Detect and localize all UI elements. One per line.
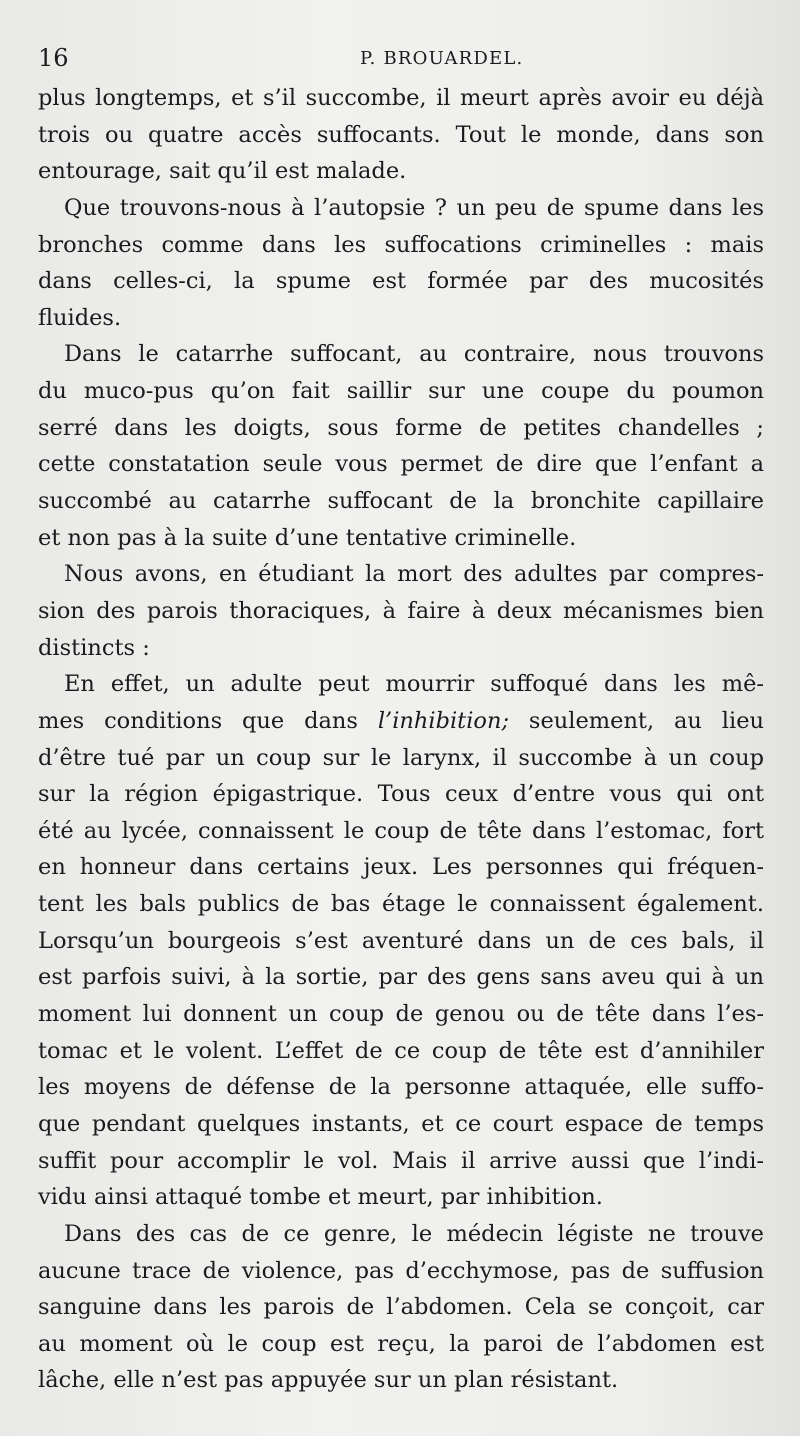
- line-text: Lorsqu’un bourgeois s’est aventuré dans un de ces bals, il: [38, 927, 764, 954]
- text-line: [38, 1179, 764, 1216]
- paragraph: [38, 80, 764, 190]
- text-line: [38, 336, 764, 373]
- text-line: [38, 740, 764, 777]
- italic-term: l’inhibition;: [377, 707, 510, 734]
- line-text: Dans le catarrhe suffocant, au contraire, nous trouvons: [64, 341, 764, 368]
- line-text: en honneur dans certains jeux. Les personnes qui fréquen-: [38, 854, 764, 881]
- text-line: [38, 703, 764, 740]
- text-line: [38, 886, 764, 923]
- paragraph: [38, 190, 764, 337]
- text-line: [38, 300, 764, 337]
- line-text: En effet, un adulte peut mourrir suffoqué dans les mê-: [64, 671, 764, 698]
- text-line: [38, 849, 764, 886]
- line-text: est parfois suivi, à la sortie, par des gens sans aveu qui à un: [38, 964, 764, 991]
- text-line: [38, 556, 764, 593]
- line-text: tent les bals publics de bas étage le connaissent également.: [38, 891, 764, 918]
- text-line: [38, 117, 764, 154]
- text-line: [38, 959, 764, 996]
- text-line: [38, 153, 764, 190]
- line-text: cette constatation seule vous permet de dire que l’enfant a: [38, 451, 764, 478]
- line-text: succombé au catarrhe suffocant de la bronchite capillaire: [38, 488, 764, 515]
- text-line: [38, 923, 764, 960]
- text-line: [38, 1216, 764, 1253]
- paragraph: [38, 556, 764, 666]
- line-text: bronches comme dans les suffocations criminelles : mais: [38, 231, 764, 258]
- line-text: sanguine dans les parois de l’abdomen. Cela se conçoit, car: [38, 1294, 764, 1321]
- line-text: tomac et le volent. L’effet de ce coup de tête est d’annihiler: [38, 1037, 764, 1064]
- running-head: P. BROUARDEL.: [360, 48, 524, 69]
- line-text: sur la région épigastrique. Tous ceux d’entre vous qui ont: [38, 781, 764, 808]
- text-line: [38, 630, 764, 667]
- text-line: [38, 483, 764, 520]
- text-line: [38, 80, 764, 117]
- line-text: moment lui donnent un coup de genou ou de tête dans l’es-: [38, 1001, 764, 1028]
- text-line: [38, 1069, 764, 1106]
- page-header: [38, 44, 762, 74]
- line-text: seulement, au lieu: [509, 707, 764, 734]
- line-text: vidu ainsi attaqué tombe et meurt, par inhibition.: [38, 1184, 603, 1211]
- text-line: [38, 813, 764, 850]
- line-text: les moyens de défense de la personne attaquée, elle suffo-: [38, 1074, 764, 1101]
- line-text: mes conditions que dans: [38, 707, 378, 734]
- line-text: Nous avons, en étudiant la mort des adultes par compres-: [64, 561, 764, 588]
- line-text: serré dans les doigts, sous forme de petites chandelles ;: [38, 414, 764, 441]
- text-line: [38, 593, 764, 630]
- line-text: au moment où le coup est reçu, la paroi de l’abdomen est: [38, 1330, 764, 1357]
- line-text: lâche, elle n’est pas appuyée sur un plan résistant.: [38, 1367, 619, 1394]
- line-text: été au lycée, connaissent le coup de tête dans l’estomac, fort: [38, 817, 764, 844]
- line-text: sion des parois thoraciques, à faire à deux mécanismes bien: [38, 597, 764, 624]
- line-text: Dans des cas de ce genre, le médecin légiste ne trouve: [64, 1220, 764, 1247]
- text-line: [38, 373, 764, 410]
- line-text: plus longtemps, et s’il succombe, il meurt après avoir eu déjà: [38, 85, 764, 111]
- paragraph: [38, 666, 764, 1216]
- text-line: [38, 1106, 764, 1143]
- text-line: [38, 776, 764, 813]
- line-text: distincts :: [38, 634, 150, 661]
- line-text: d’être tué par un coup sur le larynx, il succombe à un coup: [38, 744, 764, 771]
- text-line: [38, 410, 764, 447]
- line-text: et non pas à la suite d’une tentative criminelle.: [38, 524, 577, 551]
- text-line: [38, 263, 764, 300]
- line-text: fluides.: [38, 304, 122, 331]
- text-line: [38, 446, 764, 483]
- line-text: suffit pour accomplir le vol. Mais il arrive aussi que l’indi-: [38, 1147, 764, 1174]
- line-text: trois ou quatre accès suffocants. Tout le monde, dans son: [38, 121, 764, 148]
- text-line: [38, 1143, 764, 1180]
- text-line: [38, 1289, 764, 1326]
- line-text: du muco-pus qu’on fait saillir sur une coupe du poumon: [38, 378, 764, 405]
- line-text: que pendant quelques instants, et ce court espace de temps: [38, 1110, 764, 1137]
- text-line: [38, 996, 764, 1033]
- text-line: [38, 1362, 764, 1399]
- line-text: Que trouvons-nous à l’autopsie ? un peu de spume dans les: [64, 194, 764, 221]
- line-text: entourage, sait qu’il est malade.: [38, 158, 407, 185]
- text-line: [38, 1033, 764, 1070]
- text-line: [38, 190, 764, 227]
- paragraph: [38, 336, 764, 556]
- paragraph: [38, 1216, 764, 1399]
- line-text: aucune trace de violence, pas d’ecchymose, pas de suffusion: [38, 1257, 764, 1284]
- text-line: [38, 1253, 764, 1290]
- page-number: 16: [38, 44, 69, 72]
- text-line: [38, 666, 764, 703]
- body-text: [38, 80, 764, 1399]
- line-text: dans celles-ci, la spume est formée par des mucosités: [38, 268, 764, 295]
- text-line: [38, 227, 764, 264]
- text-line: [38, 520, 764, 557]
- text-line: [38, 1326, 764, 1363]
